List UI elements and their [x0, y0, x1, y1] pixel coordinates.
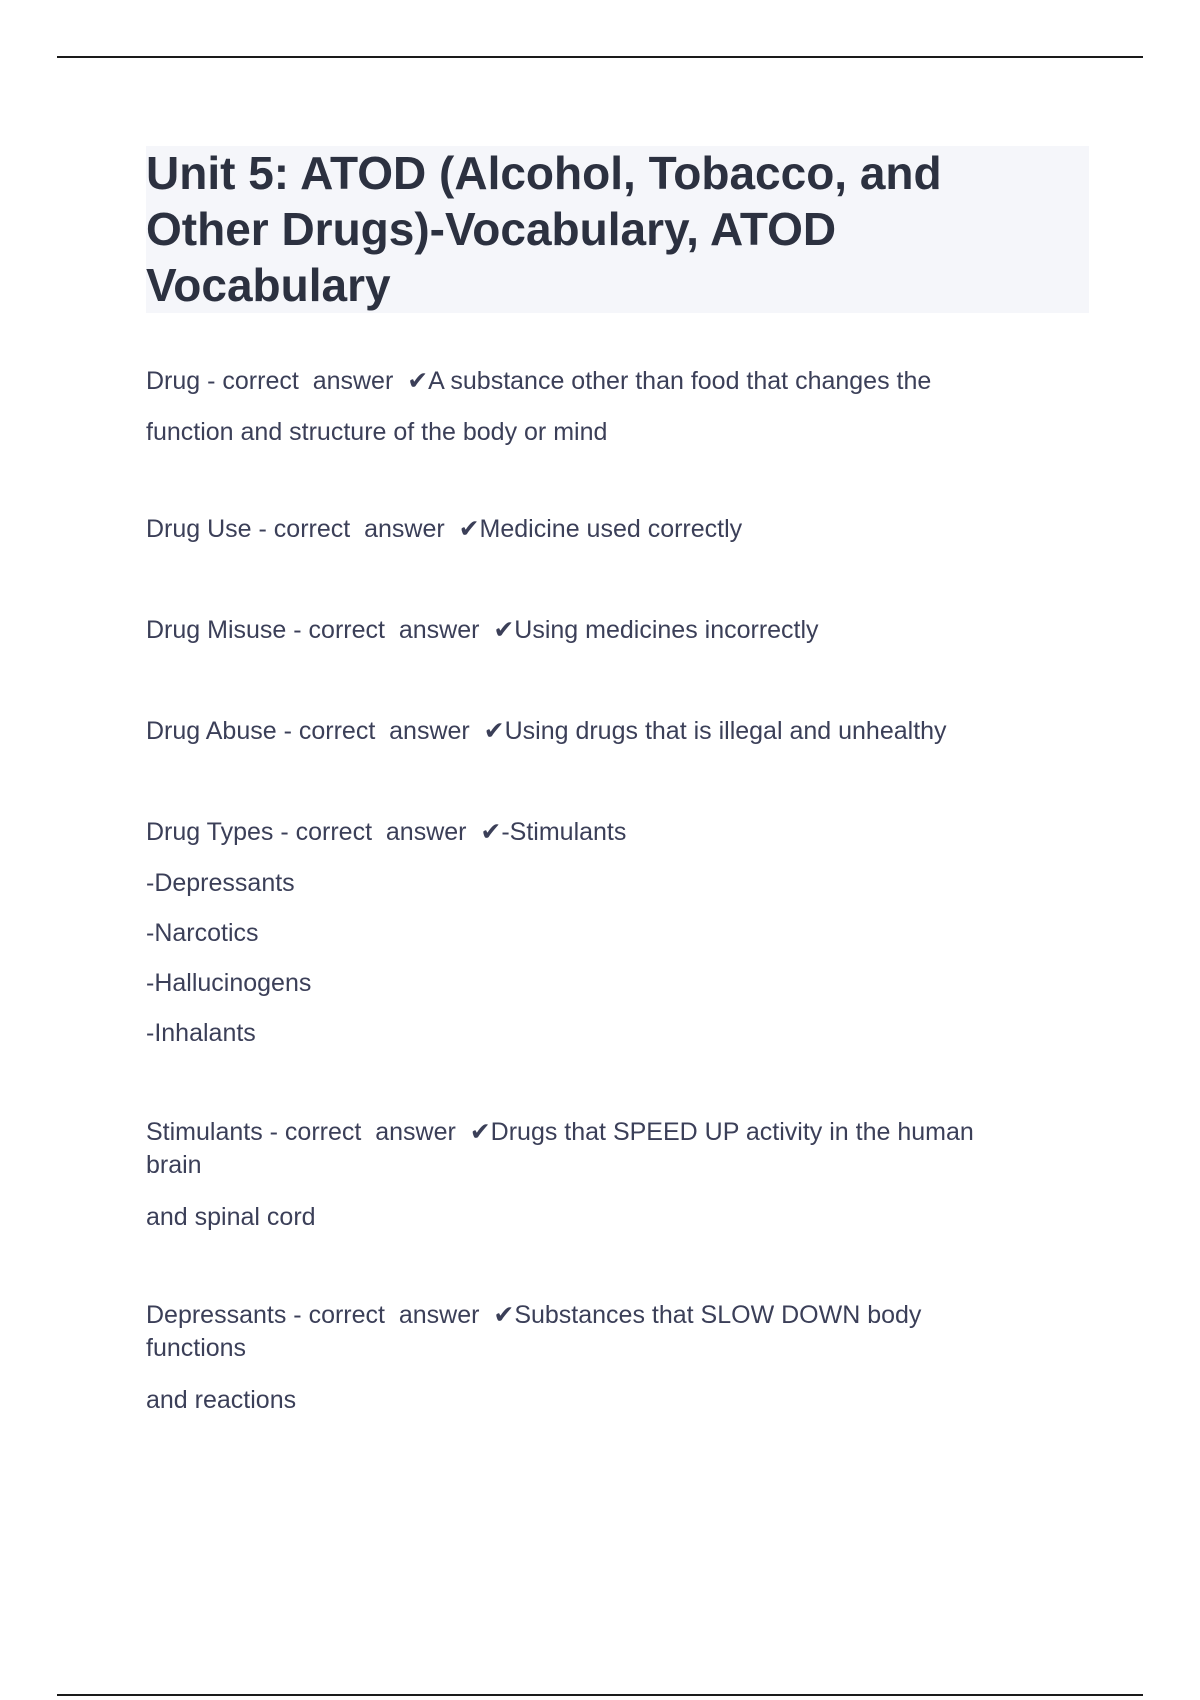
entry-separator: - correct answer	[286, 1301, 494, 1329]
check-mark-icon: ✔	[407, 367, 429, 395]
top-rule	[57, 56, 1143, 58]
entry-term: Drug Types	[146, 818, 274, 846]
check-mark-icon: ✔	[458, 515, 480, 543]
entry-separator: - correct answer	[273, 818, 481, 846]
entry-separator: - correct answer	[251, 515, 459, 543]
entry-definition: A substance other than food that changes the	[428, 367, 932, 395]
entry-line	[146, 813, 1066, 864]
entry-list-item: -Narcotics	[146, 919, 259, 947]
entry-definition: Medicine used correctly	[479, 515, 743, 543]
vocab-entry-drug-use	[146, 510, 1066, 548]
entry-definition-line: function and structure of the body or mind	[146, 418, 608, 446]
entry-line	[146, 362, 1066, 413]
check-mark-icon: ✔	[483, 717, 505, 745]
document-title: Unit 5: ATOD (Alcohol, Tobacco, and Other Drugs)-Vocabulary, ATOD Vocabulary	[146, 147, 942, 311]
entry-definition-line: and reactions	[146, 1386, 297, 1414]
entry-separator: - correct answer	[262, 1118, 470, 1146]
vocab-entry-depressants	[146, 1297, 1066, 1419]
bottom-rule	[57, 1694, 1143, 1696]
entry-term: Drug	[146, 367, 201, 395]
vocab-entry-drug-abuse	[146, 712, 1066, 750]
entry-definition: Drugs that SPEED UP activity in the human	[490, 1118, 974, 1146]
entry-separator: - correct answer	[286, 616, 494, 644]
entry-list-item: -Inhalants	[146, 1019, 256, 1047]
entry-line	[146, 1114, 1066, 1150]
check-mark-icon: ✔	[469, 1118, 491, 1146]
entry-definition: Using medicines incorrectly	[514, 616, 819, 644]
entry-term: Stimulants	[146, 1118, 263, 1146]
entry-definition-line: brain	[146, 1151, 202, 1179]
entry-line	[146, 1297, 1066, 1333]
entry-term: Depressants	[146, 1301, 287, 1329]
vocab-entry-drug-types	[146, 813, 1066, 1052]
check-mark-icon: ✔	[493, 1301, 515, 1329]
entry-definition: Substances that SLOW DOWN body	[514, 1301, 922, 1329]
entry-list-item: -Depressants	[146, 869, 295, 897]
entry-separator: - correct answer	[200, 367, 408, 395]
entry-list-item: -Hallucinogens	[146, 969, 312, 997]
entry-definition: -Stimulants	[501, 818, 627, 846]
entry-definition-line: and spinal cord	[146, 1203, 316, 1231]
entry-line	[146, 510, 1066, 548]
entry-term: Drug Use	[146, 515, 252, 543]
vocab-entry-stimulants	[146, 1114, 1066, 1236]
entry-line	[146, 712, 1066, 750]
vocab-entry-drug-misuse	[146, 611, 1066, 649]
entry-line	[146, 611, 1066, 649]
entry-definition: Using drugs that is illegal and unhealthy	[504, 717, 947, 745]
entry-term: Drug Misuse	[146, 616, 287, 644]
entry-separator: - correct answer	[276, 717, 484, 745]
check-mark-icon: ✔	[480, 818, 502, 846]
vocab-entry-drug	[146, 362, 1066, 451]
check-mark-icon: ✔	[493, 616, 515, 644]
entry-term: Drug Abuse	[146, 717, 277, 745]
entry-definition-line: functions	[146, 1334, 247, 1362]
